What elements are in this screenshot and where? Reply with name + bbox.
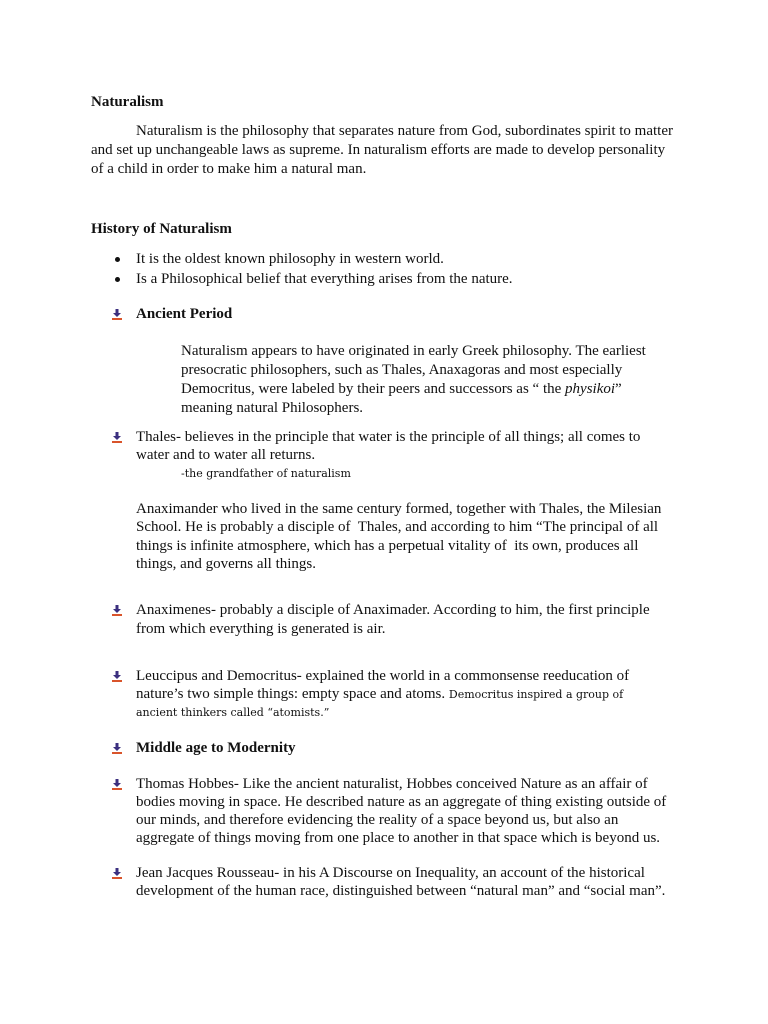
- anaximenes-line: Anaximenes- probably a disciple of Anaximader. According to him, the first principle: [136, 602, 650, 618]
- bullet-dot-icon: [115, 277, 120, 282]
- text-segment: Leuccipus and Democritus- explained the world in a commonsense reeducation of: [136, 668, 630, 684]
- anaximander-line: things, and governs all things.: [136, 556, 316, 572]
- text-segment: meaning natural Philosophers.: [181, 400, 364, 416]
- thales-note-text: -the grandfather of naturalism: [181, 467, 351, 480]
- bullet-dot-icon: [115, 257, 120, 262]
- arrow-down-bar-icon: [112, 671, 122, 682]
- arrow-down-bar-icon: [112, 779, 122, 790]
- text-segment-alt-font: ancient thinkers called “atomists.”: [136, 706, 330, 719]
- rousseau-line: Jean Jacques Rousseau- in his A Discourse on Inequality, an account of the historical: [136, 865, 645, 881]
- arrow-down-bar-icon: [112, 605, 122, 616]
- ancient-period-heading: Ancient Period: [136, 306, 233, 322]
- middle-age-heading: Middle age to Modernity: [136, 740, 296, 756]
- anaximander-line: things is infinite atmosphere, which has a perpetual vitality of its own, produces all: [136, 538, 639, 554]
- intro-line: of a child in order to make him a natural man.: [91, 161, 367, 177]
- text-segment: Naturalism appears to have originated in early Greek philosophy. The earliest: [181, 343, 646, 359]
- bullet-item: It is the oldest known philosophy in western world.: [136, 251, 444, 267]
- anaximenes-line: from which everything is generated is air.: [136, 621, 386, 637]
- anaximander-line: Anaximander who lived in the same century formed, together with Thales, the Milesian: [136, 501, 662, 517]
- thales-line: Thales- believes in the principle that water is the principle of all things; all comes to: [136, 429, 641, 445]
- text-segment: presocratic philosophers, such as Thales, Anaxagoras and most especially: [181, 362, 623, 378]
- ancient-paragraph-line: [181, 342, 646, 361]
- history-heading: History of Naturalism: [91, 221, 232, 237]
- rousseau-line: development of the human race, distinguished between “natural man” and “social man”.: [136, 883, 666, 899]
- leuccipus-line: [136, 703, 329, 722]
- text-segment: nature’s two simple things: empty space and atoms.: [136, 686, 449, 702]
- hobbes-line: bodies moving in space. He described nature as an aggregate of thing existing outside of: [136, 794, 667, 810]
- hobbes-line: Thomas Hobbes- Like the ancient naturalist, Hobbes conceived Nature as an affair of: [136, 776, 648, 792]
- leuccipus-line: [136, 685, 623, 704]
- ancient-paragraph-line: [181, 361, 622, 380]
- arrow-down-bar-icon: [112, 432, 122, 443]
- hobbes-line: our minds, and therefore evidencing the reality of a space beyond us, but also an: [136, 812, 619, 828]
- arrow-down-bar-icon: [112, 309, 122, 320]
- thales-line: water and to water all returns.: [136, 447, 316, 463]
- text-segment-alt-font: Democritus inspired a group of: [448, 688, 624, 701]
- bullet-item: Is a Philosophical belief that everything arises from the nature.: [136, 271, 513, 287]
- arrow-down-bar-icon: [112, 743, 122, 754]
- thales-note: [181, 464, 351, 483]
- intro-line: and set up unchangeable laws as supreme. In naturalism efforts are made to develop personality: [91, 142, 666, 158]
- document-title: Naturalism: [91, 94, 164, 110]
- text-segment: Democritus, were labeled by their peers and successors as “ the: [181, 381, 566, 397]
- anaximander-line: School. He is probably a disciple of Thales, and according to him “The principal of all: [136, 519, 659, 535]
- intro-line: Naturalism is the philosophy that separates nature from God, subordinates spirit to matter: [136, 123, 673, 139]
- arrow-down-bar-icon: [112, 868, 122, 879]
- text-segment: ”: [615, 381, 622, 397]
- leuccipus-line: [136, 667, 629, 686]
- hobbes-line: aggregate of things moving from one place to another in that space which is beyond us.: [136, 830, 661, 846]
- ancient-paragraph-line: [181, 399, 363, 418]
- ancient-paragraph-line: [181, 380, 622, 399]
- italic-term: physikoi: [565, 381, 616, 397]
